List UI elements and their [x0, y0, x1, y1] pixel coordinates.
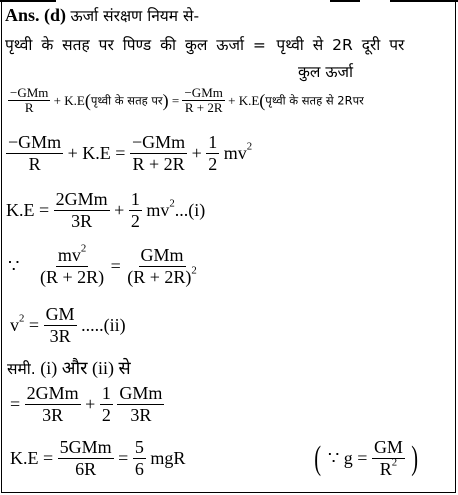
fraction: $\frac{\text{5GMm}}{6R}$ [59, 437, 112, 479]
equation-kinetic: $\frac{\text{−GMm}}{R}$ + K.E = $\frac{\text{−GMm}}{R + 2R}$ + $\frac{1}{2}$ $mv^2$ [8, 132, 253, 174]
fraction: $\frac{1}{2}$ [101, 383, 111, 425]
statement-part-c: कुल ऊर्जा [298, 63, 354, 81]
fraction: $\frac{mv^2}{(R + 2R)}$ [39, 242, 105, 287]
equation-final: K.E = $\frac{\text{5GMm}}{6R}$ = $\frac{5}{6}$ mgR [10, 437, 186, 479]
fraction: $\frac{\text{−GMm}}{R}$ [10, 85, 49, 116]
equation-ke-i: K.E = $\frac{\text{2GMm}}{3R}$ + $\frac{1}{2}$ $mv^2...(i)$ [6, 189, 206, 231]
note-surface: पृथ्वी के सतह पर [90, 93, 163, 108]
equation-energy-balance: $\frac{\text{−GMm}}{R}$ + K.E(पृथ्वी के सतह पर) = $\frac{\text{−GMm}}{R + 2R}$ + K.E(पृथ्वी के सतह से 2Rपर [10, 85, 364, 116]
gravity-note: ( ∵ g = $\frac{GM}{R^2}$ ) [314, 437, 419, 479]
answer-label: Ans. [5, 5, 40, 25]
because-symbol: ∵ [8, 256, 20, 277]
fraction: $\frac{GM}{R^2}$ [373, 437, 403, 479]
fraction: $\frac{\text{−GMm}}{R + 2R}$ [184, 85, 223, 116]
fraction: $\frac{GM}{3R}$ [45, 304, 75, 346]
statement-part-b: पृथ्वी से 2R दूरी पर [276, 36, 405, 54]
fraction: $\frac{\text{−GMm}}{R}$ [8, 132, 62, 174]
from-equations: समी. (i) और (ii) से [7, 358, 131, 378]
equation-orbit: ∵ $\frac{mv^2}{(R + 2R)}$ = $\frac{\text{GMm}}{(R + 2R)^2}$ [8, 242, 197, 287]
note-distance: पृथ्वी के सतह से 2Rपर [265, 93, 364, 108]
answer-title: ऊर्जा संरक्षण नियम से- [70, 7, 200, 25]
fraction: $\frac{\text{GMm}}{(R + 2R)^2}$ [127, 245, 197, 287]
statement-line-2 [298, 60, 353, 82]
fraction: $\frac{1}{2}$ [208, 132, 218, 174]
equation-substituted: = $\frac{\text{2GMm}}{3R}$ + $\frac{1}{2}$ $\frac{\text{GMm}}{3R}$ [10, 383, 163, 425]
fraction: $\frac{5}{6}$ [134, 437, 144, 479]
equation-v-squared: $v^2$ = $\frac{GM}{3R}$ .....(ii) [10, 304, 126, 346]
fraction: $\frac{\text{2GMm}}{3R}$ [26, 383, 79, 425]
fraction: $\frac{\text{2GMm}}{3R}$ [55, 189, 108, 231]
answer-option: (d) [44, 5, 67, 25]
fraction: $\frac{\text{GMm}}{3R}$ [119, 383, 163, 425]
fraction: $\frac{\text{−GMm}}{R + 2R}$ [131, 132, 186, 174]
statement-part-a: पृथ्वी के सतह पर पिण्ड की कुल ऊर्जा = [5, 36, 266, 54]
statement-line-1 [5, 33, 404, 55]
answer-header [5, 4, 199, 26]
fraction: $\frac{1}{2}$ [130, 189, 140, 231]
